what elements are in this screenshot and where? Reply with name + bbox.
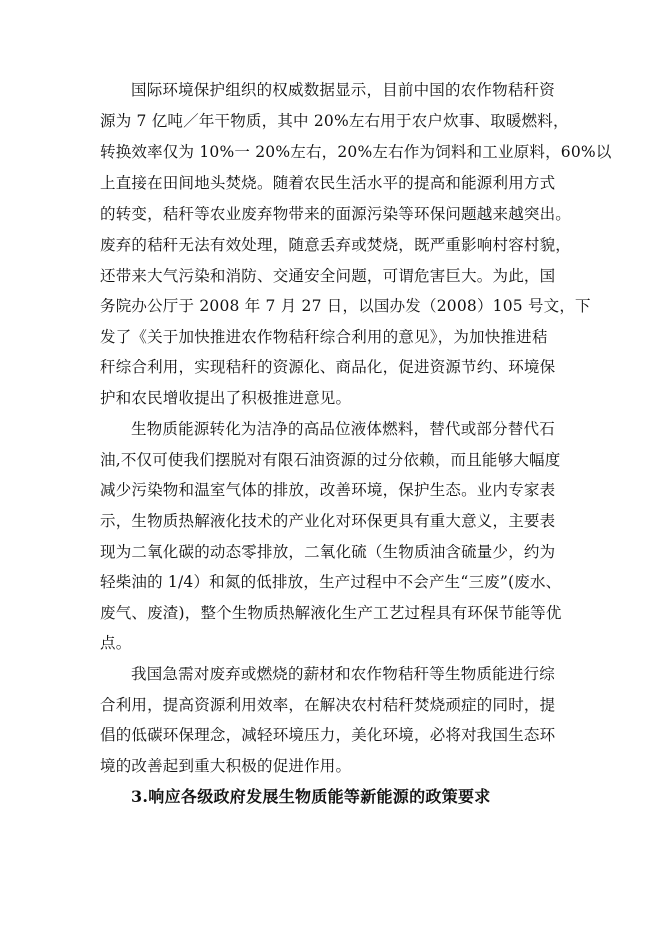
paragraph-line: 护和农民增收提出了积极推进意见。 xyxy=(100,389,352,407)
paragraph-line: 我国急需对废弃或燃烧的薪材和农作物秸秆等生物质能进行综 xyxy=(131,665,555,683)
paragraph-line: 轻柴油的 1/4）和氮的低排放，生产过程中不会产生“三废”(废水、 xyxy=(100,573,562,591)
paragraph-line: 废气、废渣)，整个生物质热解液化生产工艺过程具有环保节能等优 xyxy=(100,604,562,622)
paragraph-line: 生物质能源转化为洁净的高品位液体燃料，替代或部分替代石 xyxy=(131,420,555,438)
paragraph-line: 还带来大气污染和消防、交通安全问题，可谓危害巨大。为此，国 xyxy=(100,267,556,285)
paragraph-line: 点。 xyxy=(100,634,132,652)
paragraph-line: 油,不仅可使我们摆脱对有限石油资源的过分依赖，而且能够大幅度 xyxy=(100,451,561,469)
paragraph-line: 上直接在田间地头焚烧。随着农民生活水平的提高和能源利用方式 xyxy=(100,174,556,192)
paragraph-line: 减少污染物和温室气体的排放，改善环境，保护生态。业内专家表 xyxy=(100,481,556,499)
paragraph-line: 合利用，提高资源利用效率，在解决农村秸秆焚烧顽症的同时，提 xyxy=(100,696,556,714)
paragraph-line: 现为二氧化碳的动态零排放，二氧化硫（生物质油含硫量少，约为 xyxy=(100,543,556,561)
paragraph-line: 境的改善起到重大积极的促进作用。 xyxy=(100,757,352,775)
paragraph-line: 发了《关于加快推进农作物秸秆综合利用的意见》，为加快推进秸 xyxy=(100,328,548,346)
section-heading: 3.响应各级政府发展生物质能等新能源的政策要求 xyxy=(131,787,491,806)
paragraph-line: 务院办公厅于 2008 年 7 月 27 日，以国办发（2008）105 号文，下 xyxy=(100,297,591,315)
paragraph-line: 倡的低碳环保理念，减轻环境压力，美化环境，必将对我国生态环 xyxy=(100,726,556,744)
paragraph-line: 示，生物质热解液化技术的产业化对环保更具有重大意义，主要表 xyxy=(100,512,556,530)
paragraph-line: 转换效率仅为 10%一 20%左右，20%左右作为饲料和工业原料，60%以 xyxy=(100,143,612,161)
paragraph-line: 源为 7 亿吨／年干物质，其中 20%左右用于农户炊事、取暖燃料， xyxy=(100,112,569,130)
paragraph-line: 国际环境保护组织的权威数据显示，目前中国的农作物秸秆资 xyxy=(131,81,555,99)
paragraph-line: 废弃的秸秆无法有效处理，随意丢弃或焚烧，既严重影响村容村貌， xyxy=(100,236,572,254)
paragraph-line: 秆综合利用，实现秸秆的资源化、商品化，促进资源节约、环境保 xyxy=(100,358,556,376)
paragraph-line: 的转变，秸秆等农业废弃物带来的面源污染等环保问题越来越突出。 xyxy=(100,205,572,223)
